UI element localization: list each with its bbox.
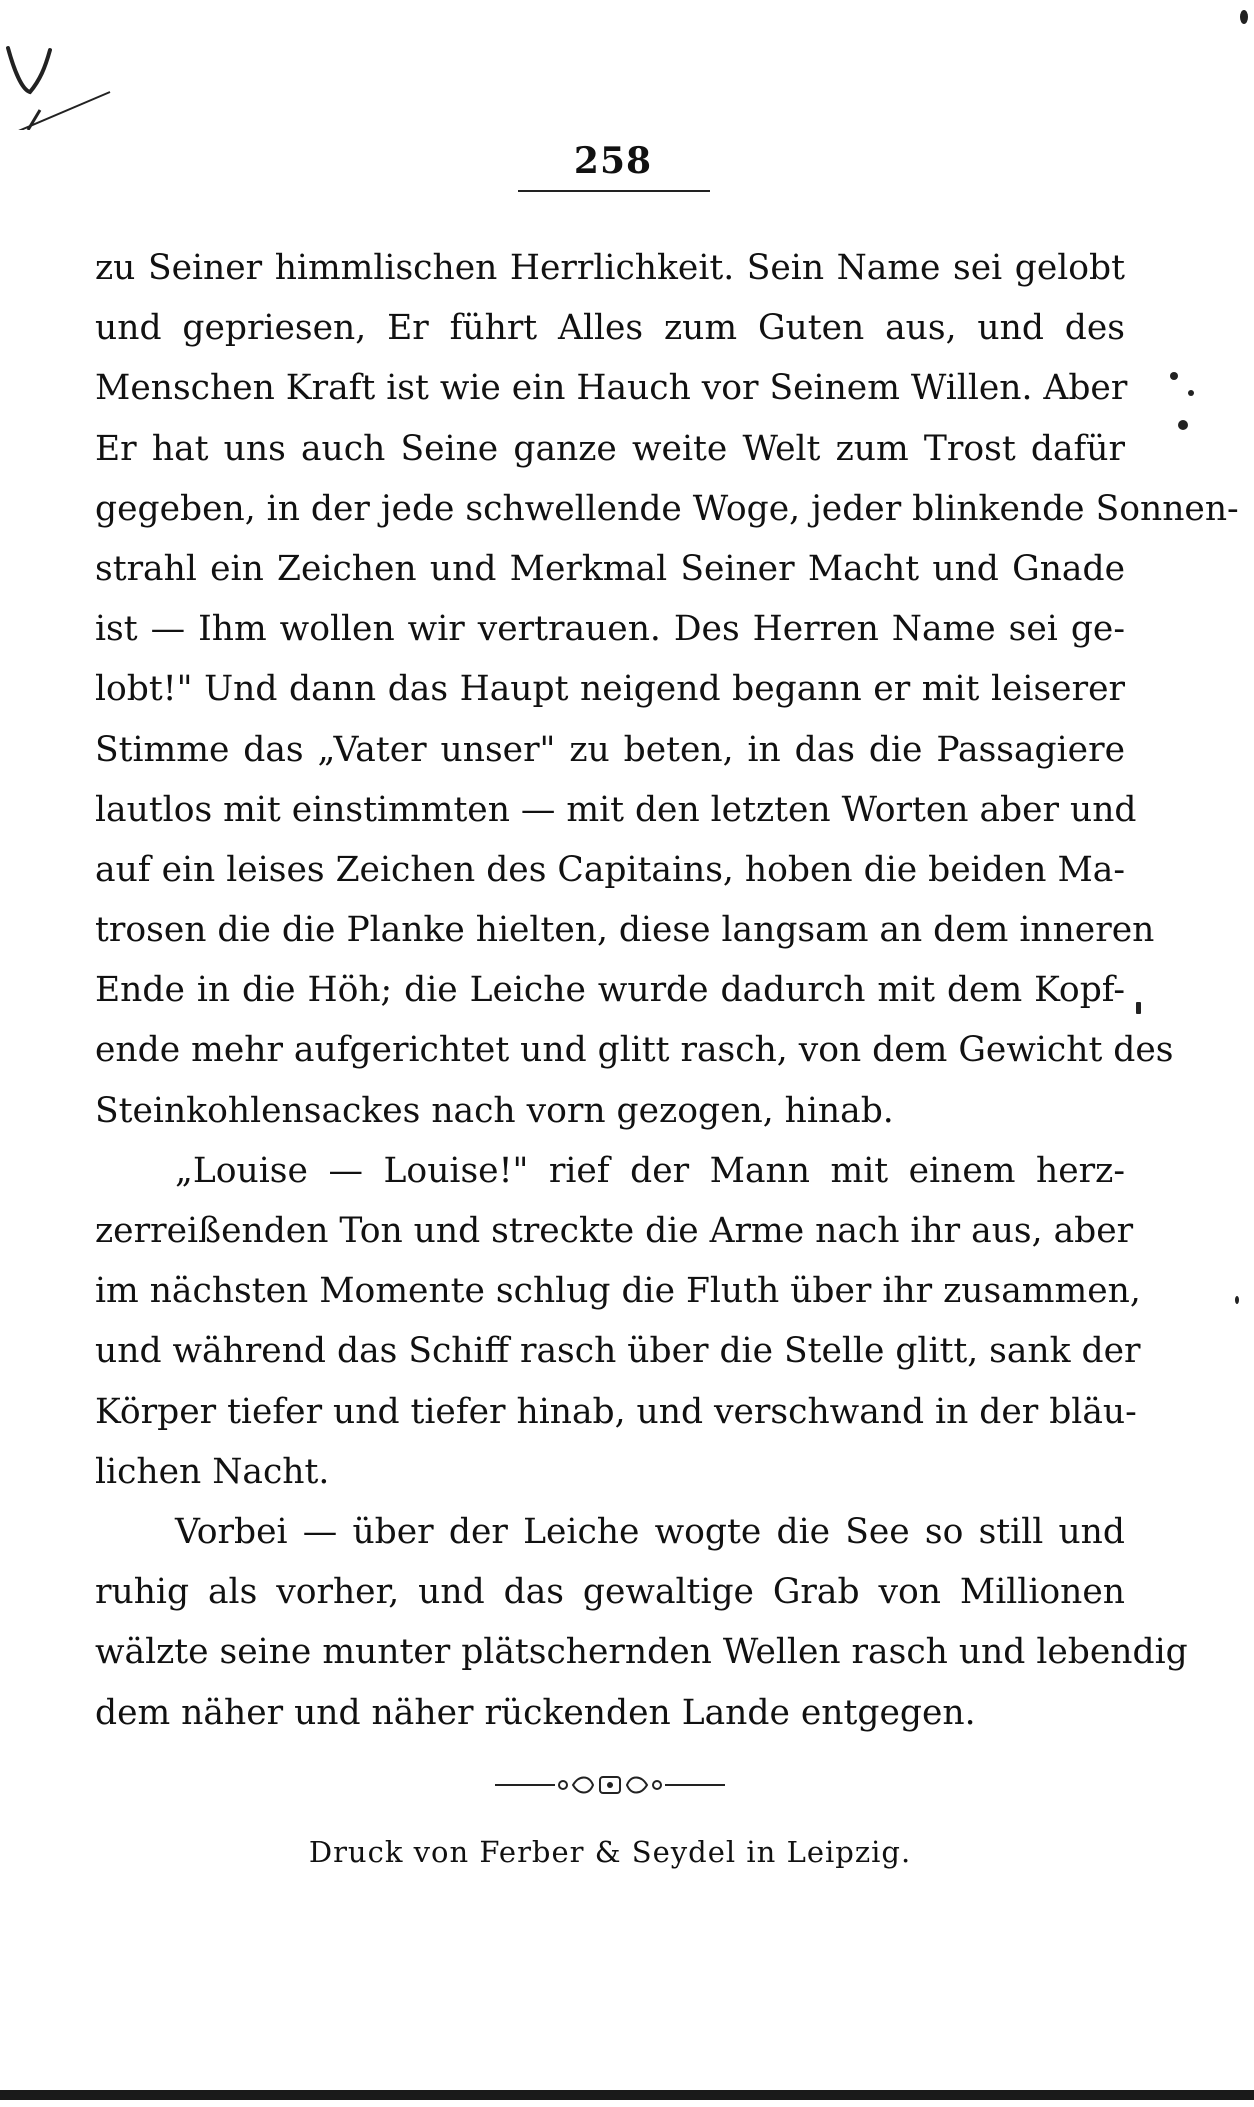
- printer-imprint: Druck von Ferber & Seydel in Leipzig.: [308, 1835, 912, 1869]
- pencil-mark: [0, 30, 120, 130]
- text-line: Körper tiefer und tiefer hinab, und verschwand in der bläu-: [95, 1391, 1137, 1432]
- text-line: „Louise — Louise!" rief der Mann mit einem herz-: [175, 1150, 1125, 1191]
- ornament-divider: [495, 1770, 725, 1800]
- text-line: zerreißenden Ton und streckte die Arme nach ihr aus, aber: [95, 1211, 1134, 1251]
- page-number-rule: [518, 190, 710, 192]
- text-line: im nächsten Momente schlug die Fluth über ihr zusammen,: [95, 1271, 1141, 1312]
- text-line: ruhig als vorher, und das gewaltige Grab von Millionen: [95, 1572, 1125, 1613]
- text-line: Er hat uns auch Seine ganze weite Welt zum Trost dafür: [95, 428, 1125, 469]
- text-line: ist — Ihm wollen wir vertrauen. Des Herren Name sei ge-: [95, 609, 1125, 650]
- speck: [1136, 1002, 1141, 1014]
- speck: [1188, 390, 1194, 396]
- page-number: 258: [573, 140, 653, 182]
- text-line: strahl ein Zeichen und Merkmal Seiner Macht und Gnade: [95, 548, 1125, 589]
- text-line: trosen die die Planke hielten, diese langsam an dem inneren: [95, 910, 1155, 951]
- speck: [1170, 372, 1178, 380]
- body-text: [95, 238, 1239, 1743]
- text-line: lautlos mit einstimmten — mit den letzten Worten aber und: [95, 789, 1137, 830]
- text-line: lichen Nacht.: [95, 1451, 330, 1492]
- speck: [1235, 1296, 1239, 1304]
- text-line: Ende in die Höh; die Leiche wurde dadurch mit dem Kopf-: [95, 970, 1125, 1011]
- text-line: und gepriesen, Er führt Alles zum Guten aus, und des: [95, 308, 1125, 349]
- text-line: gegeben, in der jede schwellende Woge, jeder blinkende Sonnen-: [95, 488, 1239, 529]
- page-edge-shadow: [0, 2090, 1254, 2100]
- text-line: Steinkohlensackes nach vorn gezogen, hinab.: [95, 1090, 894, 1131]
- text-line: Menschen Kraft ist wie ein Hauch vor Seinem Willen. Aber: [95, 368, 1128, 409]
- text-line: wälzte seine munter plätschernden Wellen rasch und lebendig: [95, 1632, 1188, 1673]
- text-line: zu Seiner himmlischen Herrlichkeit. Sein Name sei gelobt: [95, 248, 1125, 288]
- text-line: Vorbei — über der Leiche wogte die See so still und: [175, 1511, 1125, 1552]
- text-line: auf ein leises Zeichen des Capitains, hoben die beiden Ma-: [95, 849, 1125, 890]
- speck: [1178, 420, 1188, 430]
- text-line: ende mehr aufgerichtet und glitt rasch, von dem Gewicht des: [95, 1030, 1174, 1071]
- text-line: lobt!" Und dann das Haupt neigend begann er mit leiserer: [95, 669, 1125, 710]
- text-line: Stimme das „Vater unser" zu beten, in das die Passagiere: [95, 729, 1125, 770]
- text-line: und während das Schiff rasch über die Stelle glitt, sank der: [95, 1331, 1141, 1372]
- speck: [1240, 10, 1248, 24]
- text-line: dem näher und näher rückenden Lande entgegen.: [95, 1692, 976, 1733]
